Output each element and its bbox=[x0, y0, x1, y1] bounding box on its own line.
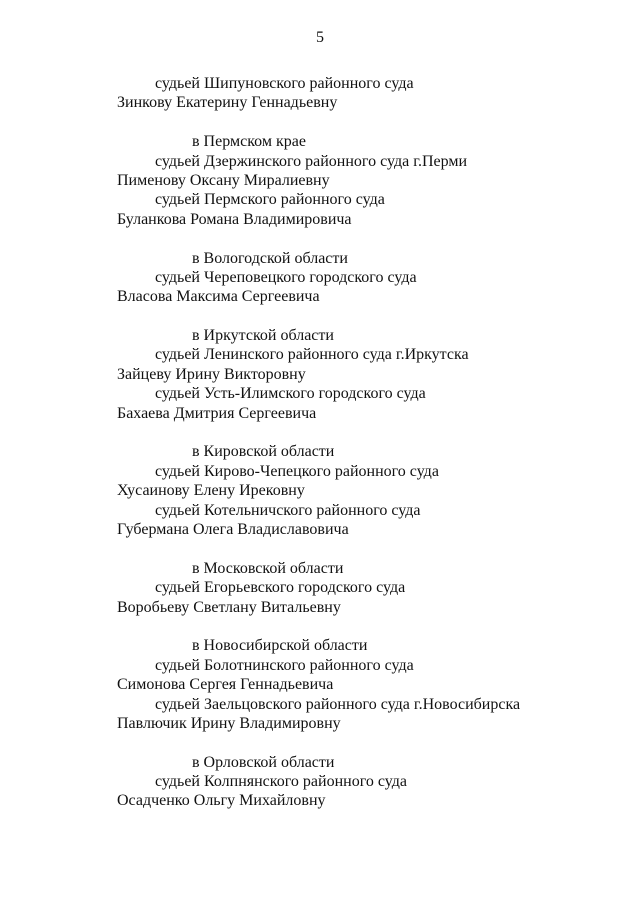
judge-name-line: Бахаева Дмитрия Сергеевича bbox=[117, 404, 317, 422]
judge-name-line: Буланкова Романа Владимировича bbox=[117, 210, 352, 228]
court-position-line: судьей Болотнинского районного суда bbox=[155, 656, 414, 674]
region-heading: в Вологодской области bbox=[192, 249, 348, 267]
region-heading: в Иркутской области bbox=[192, 327, 334, 345]
document-body bbox=[0, 74, 640, 811]
court-position-line: судьей Шипуновского районного суда bbox=[155, 75, 414, 92]
court-position-line: судьей Дзержинского районного суда г.Перми bbox=[155, 152, 468, 170]
court-position-line: судьей Усть-Илимского городского суда bbox=[155, 385, 426, 403]
region-heading: в Московской области bbox=[192, 559, 344, 577]
judge-name-line: Зайцеву Ирину Викторовну bbox=[117, 365, 306, 383]
region-heading: в Пермском крае bbox=[192, 133, 306, 151]
court-position-line: судьей Котельничского районного суда bbox=[155, 501, 421, 519]
judge-name-line: Осадченко Ольгу Михайловну bbox=[117, 792, 326, 810]
section-spacer bbox=[0, 617, 640, 636]
region-heading: в Новосибирской области bbox=[192, 637, 368, 655]
judge-name-line: Симонова Сергея Геннадьевича bbox=[117, 676, 334, 694]
section-spacer bbox=[0, 539, 640, 558]
judge-name-line: Воробьеву Светлану Витальевну bbox=[117, 598, 341, 616]
court-position-line: судьей Череповецкого городского суда bbox=[155, 268, 417, 286]
section-spacer bbox=[0, 423, 640, 442]
court-position-line: судьей Колпнянского районного суда bbox=[155, 773, 407, 791]
section-spacer bbox=[0, 229, 640, 248]
region-heading: в Орловской области bbox=[192, 753, 335, 771]
judge-name-line: Губермана Олега Владиславовича bbox=[117, 520, 349, 538]
judge-name-line: Хусаинову Елену Ирековну bbox=[117, 482, 305, 500]
court-position-line: судьей Пермского районного суда bbox=[155, 191, 385, 209]
judge-name-line: Павлючик Ирину Владимировну bbox=[117, 714, 341, 732]
region-heading: в Кировской области bbox=[192, 443, 335, 461]
judge-name-line: Пименову Оксану Миралиевну bbox=[117, 171, 330, 189]
court-position-line: судьей Заельцовского районного суда г.Новосибирска bbox=[155, 695, 521, 713]
judge-name-line: Власова Максима Сергеевича bbox=[117, 288, 320, 306]
court-position-line: судьей Егорьевского городского суда bbox=[155, 579, 406, 597]
section-spacer bbox=[0, 307, 640, 326]
page-number: 5 bbox=[316, 29, 324, 46]
section-spacer bbox=[0, 733, 640, 752]
court-position-line: судьей Ленинского районного суда г.Иркутска bbox=[155, 346, 469, 364]
court-position-line: судьей Кирово-Чепецкого районного суда bbox=[155, 462, 439, 480]
section-spacer bbox=[0, 113, 640, 132]
judge-name-line: Зинкову Екатерину Геннадьевну bbox=[117, 94, 338, 112]
